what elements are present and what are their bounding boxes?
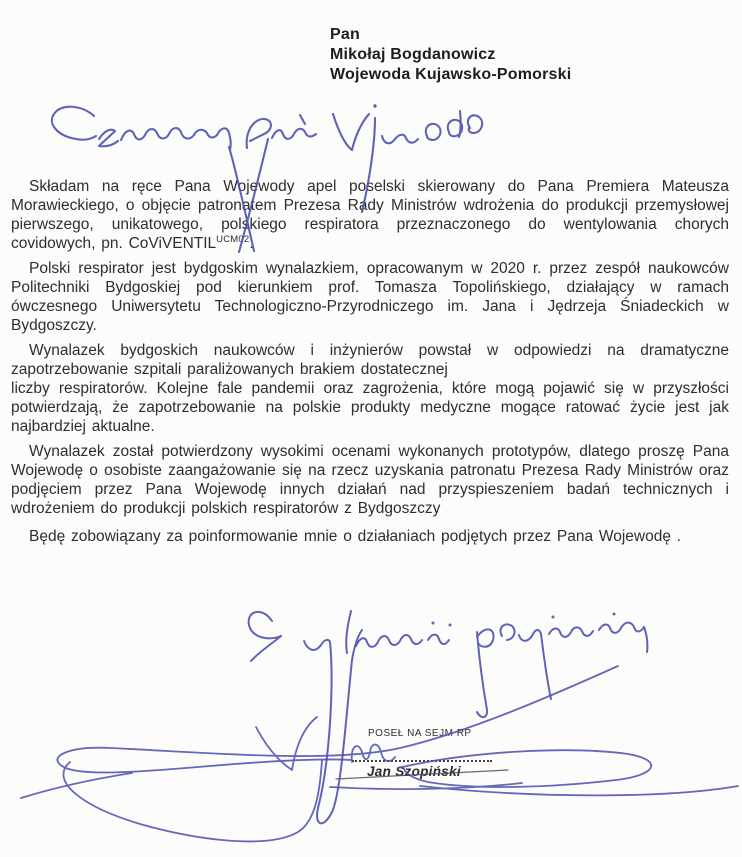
paragraph-3 (11, 341, 729, 436)
paragraph-2: Polski respirator jest bydgoskim wynalazkiem, opracowanym w 2020 r. przez zespół naukowców Politechniki Bydgoskiej pod kierunkiem prof. Tomasza Topolińskiego, działający w ramach ówczesnego Uniwersytetu Technologiczno-Przyrodniczego im. Jana i Jędrzeja Śniadeckich w Bydgoszczy. (11, 260, 729, 334)
signer-name: Jan Szopiński (367, 764, 461, 779)
recipient-title: Wojewoda Kujawsko-Pomorski (330, 66, 572, 83)
handwritten-closing (249, 611, 648, 823)
paragraph-1 (11, 177, 729, 253)
paragraph-1-text: Składam na ręce Pana Wojewody apel poselski skierowany do Pana Premiera Mateusza Morawieckiego, o objęcie patronatem Prezesa Rady Ministrów wdrożenia do produkcji przemysłowej pierwszego, unikatowego, polskiego respiratora przeznaczonego do wentylowania chorych covidowych, pn. CoViVENTIL (11, 178, 729, 252)
paragraph-4: Wynalazek został potwierdzony wysokimi ocenami wykonanych prototypów, dlatego proszę Pana Wojewodę o osobiste zaangażowanie się na rzecz uzyskania patronatu Prezesa Rady Ministrów oraz podjęciem przez Pana Wojewodę innych działań nad przyspieszeniem badań technicznych i wdrożeniem do produkcji polskich respiratorów z Bydgoszczy (11, 443, 729, 517)
paragraph-1-superscript: UCM02 (216, 233, 250, 245)
recipient-name: Mikołaj Bogdanowicz (330, 46, 496, 63)
letter-body (11, 177, 729, 555)
paragraph-3-part1: Wynalazek bydgoskich naukowców i inżynierów powstał w odpowiedzi na dramatyczne zapotrzebowanie szpitali paraliżowanych brakiem dostatecznej (11, 342, 729, 378)
recipient-block (330, 25, 571, 85)
paragraph-5: Będę zobowiązany za poinformowanie mnie o działaniach podjętych przez Pana Wojewodę . (29, 528, 682, 545)
signer-role: POSEŁ NA SEJM RP (368, 728, 472, 739)
signature-dotted-line (352, 760, 492, 762)
signature-block (352, 728, 512, 779)
paragraph-1-period: . (249, 235, 254, 252)
paragraph-3-part2: liczby respiratorów. Kolejne fale pandemii oraz zagrożenia, które mogą pojawić się w przyszłości potwierdzają, że zapotrzebowanie na polskie produkty medyczne mogące ratować życie jest jak najbardziej aktualne. (11, 380, 729, 435)
recipient-salutation: Pan (330, 26, 360, 43)
